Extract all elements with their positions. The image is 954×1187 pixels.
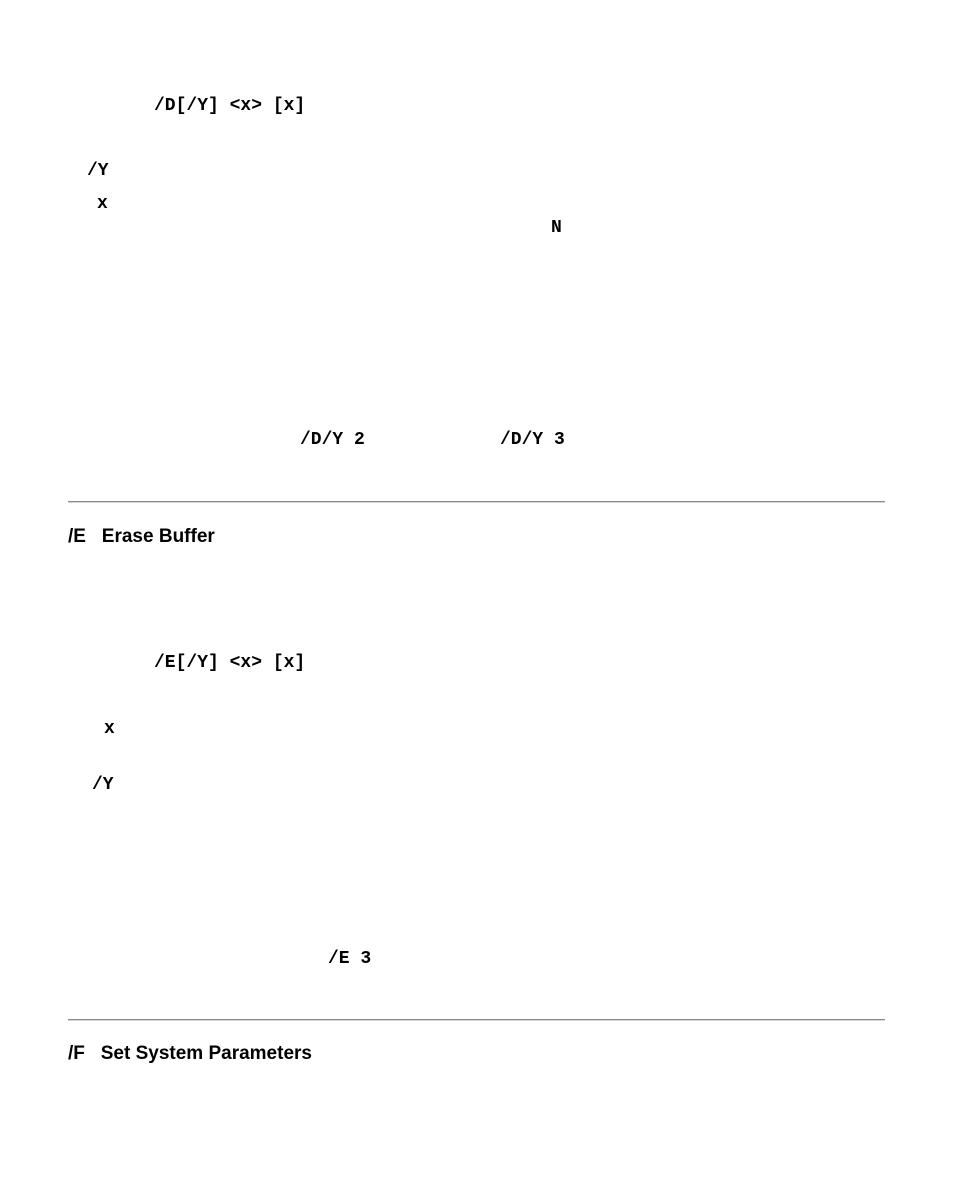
- d-example-1: /D/Y 2: [300, 430, 365, 450]
- f-section-heading: [68, 1042, 312, 1066]
- e-param-y: /Y: [92, 775, 114, 795]
- d-param-y: /Y: [87, 161, 109, 181]
- e-syntax: /E[/Y] <x> [x]: [154, 653, 306, 673]
- e-heading-title: Erase Buffer: [101, 526, 215, 547]
- d-note-n: N: [551, 218, 562, 238]
- d-syntax: /D[/Y] <x> [x]: [154, 96, 306, 116]
- e-section-heading: [68, 525, 215, 549]
- e-example: /E 3: [328, 949, 372, 969]
- d-example-2: /D/Y 3: [500, 430, 565, 450]
- e-param-x: x: [104, 719, 115, 739]
- e-heading-code: /E: [68, 526, 86, 547]
- section-divider-2: [68, 1019, 885, 1021]
- f-heading-title: Set System Parameters: [100, 1043, 312, 1064]
- f-heading-code: /F: [68, 1043, 85, 1064]
- section-divider-1: [68, 501, 885, 503]
- d-param-x: x: [97, 194, 108, 214]
